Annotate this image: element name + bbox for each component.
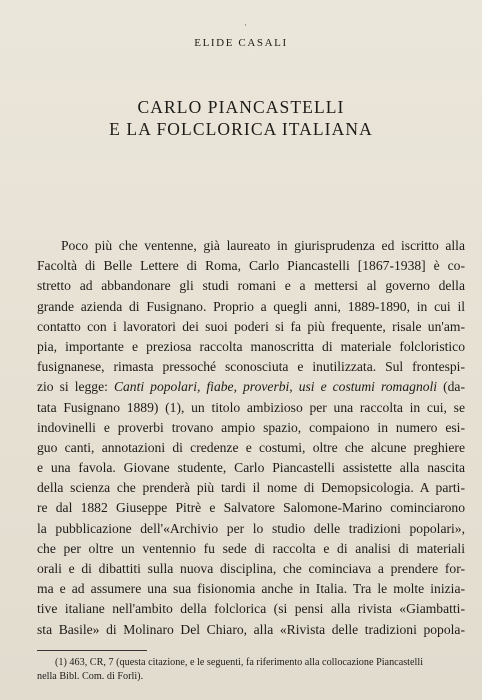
body-line: e una favola. Giovane studente, Carlo Piancastelli assistette alla nascita xyxy=(37,460,465,476)
body-line: pia, importante e preziosa raccolta manoscritta di materiale folcloristico xyxy=(37,338,465,354)
footnote-divider xyxy=(37,650,147,651)
body-line: orali e di dibattiti sulla nuova disciplina, che cominciava a prendere for- xyxy=(37,561,465,576)
footnote xyxy=(37,656,465,684)
body-line-prefix: zio si legge: xyxy=(37,379,114,395)
body-line: Facoltà di Belle Lettere di Roma, Carlo Piancastelli [1867-1938] è co- xyxy=(37,258,465,274)
body-line: stretto ad abbandonare gli studi romani e a mettersi al governo della xyxy=(37,278,465,294)
article-title xyxy=(0,96,482,140)
body-line: contatto con i lavoratori dei suoi poderi si fa più frequente, risale un'am- xyxy=(37,318,465,334)
body-line: della scienza che prenderà più tardi il nome di Demopsicologia. A parti- xyxy=(37,480,465,496)
article-body xyxy=(37,236,465,640)
body-line: fusignanese, rimasta pressoché sconosciuta e inutilizzata. Sul frontespi- xyxy=(37,359,465,375)
body-line: grande azienda di Fusignano. Proprio a quegli anni, 1889-1890, in cui il xyxy=(37,298,465,314)
body-line-with-italic-title xyxy=(37,377,465,397)
italic-book-title: Canti popolari, fiabe, proverbi, usi e costumi romagnoli xyxy=(113,379,438,395)
body-line: tata Fusignano 1889) (1), un titolo ambizioso per una raccolta in cui, se xyxy=(37,399,465,415)
footnote-line: nella Bibl. Com. di Forlì). xyxy=(37,671,144,682)
body-line: la pubblicazione dell'«Archivio per lo studio delle tradizioni popolari», xyxy=(37,520,465,536)
body-line: guo canti, annotazioni di credenze e costumi, oltre che alcune preghiere xyxy=(37,439,465,455)
body-line: ma e ad assumere una sua fisionomia anche in Italia. Tra le molte inizia- xyxy=(37,581,465,597)
body-line-suffix: (da- xyxy=(437,379,465,395)
body-line: che per oltre un ventennio fu sede di raccolta e di analisi di materiali xyxy=(37,540,465,556)
body-line: sta Basile» di Molinaro Del Chiaro, alla «Rivista delle tradizioni popola- xyxy=(37,621,465,637)
body-line: tive italiane nell'ambito della folclorica (si pensi alla rivista «Giambatti- xyxy=(37,601,465,617)
author-name: ELIDE CASALI xyxy=(194,37,288,49)
body-line: Poco più che ventenne, già laureato in giurisprudenza ed iscritto alla xyxy=(61,238,465,253)
footnote-line: (1) 463, CR, 7 (questa citazione, e le seguenti, fa riferimento alla collocazione Piancastelli xyxy=(55,657,424,668)
title-line: E LA FOLCLORICA ITALIANA xyxy=(109,119,373,139)
page-mark: · xyxy=(244,20,247,30)
body-line: indovinelli e proverbi trovano ampio spazio, compaiono in numero esi- xyxy=(37,419,465,435)
title-line: CARLO PIANCASTELLI xyxy=(137,97,345,117)
body-line: re dal 1882 Giuseppe Pitrè e Salvatore Salomone-Marino cominciarono xyxy=(37,500,465,516)
